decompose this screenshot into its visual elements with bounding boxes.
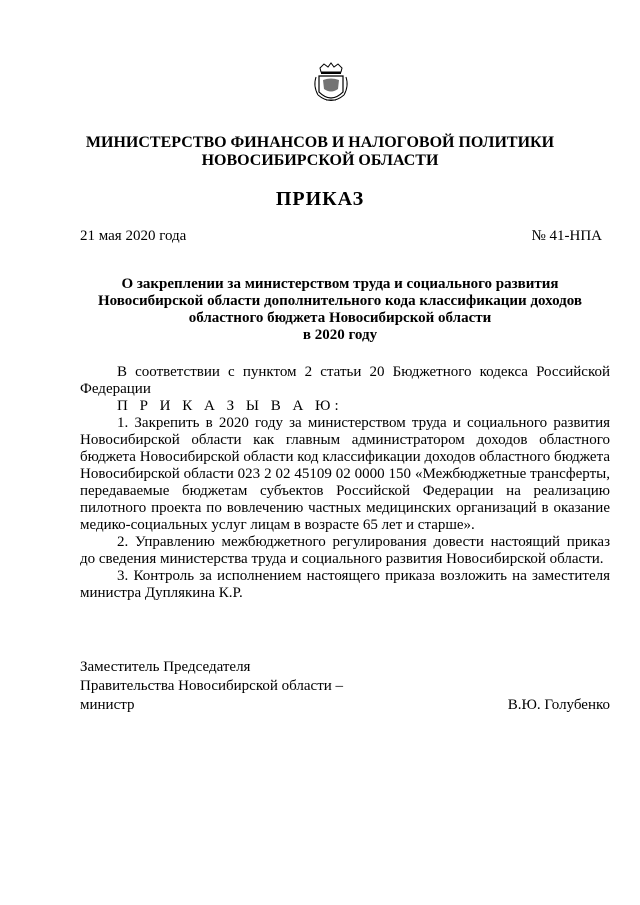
subject-line3: областного бюджета Новосибирской области xyxy=(188,310,492,326)
order-word: П Р И К А З Ы В А Ю: xyxy=(117,398,343,414)
order-item-1: 1. Закрепить в 2020 году за министерством труда и социального развития Новосибирской области как главным администратором доходов областного бюджета Новосибирской области код классификации доходов областного бюджета Новосибирской области 023 2 02 45109 02 0000 150 «Межбюджетные трансферты, передаваемые бюджетам субъектов Российской Федерации на реализацию пилотного проекта по вовлечению частных медицинских организаций в оказание медико-социальных услуг лицам в возрасте 65 лет и старше». xyxy=(80,415,610,533)
signatory-title-line3: министр xyxy=(80,697,135,713)
signatory-title-line1: Заместитель Председателя xyxy=(80,659,251,675)
subject-line4: в 2020 году xyxy=(302,327,378,343)
order-item-2: 2. Управлению межбюджетного регулирования довести настоящий приказ до сведения министерства труда и социального развития Новосибирской области. xyxy=(80,534,610,567)
subject-line1: О закреплении за министерством труда и социального развития xyxy=(121,276,559,292)
order-item-3: 3. Контроль за исполнением настоящего приказа возложить на заместителя министра Дуплякина К.Р. xyxy=(80,568,610,601)
document-number: № 41-НПА xyxy=(531,228,602,244)
novosibirsk-coat-of-arms-icon xyxy=(312,62,350,106)
document-type-title: ПРИКАЗ xyxy=(275,188,365,210)
preamble-paragraph: В соответствии с пунктом 2 статьи 20 Бюджетного кодекса Российской Федерации xyxy=(80,364,610,397)
signatory-title-line2: Правительства Новосибирской области – xyxy=(80,678,344,694)
document-body xyxy=(80,364,610,602)
ministry-name xyxy=(60,134,580,170)
ministry-name-line1: МИНИСТЕРСТВО ФИНАНСОВ И НАЛОГОВОЙ ПОЛИТИКИ xyxy=(85,134,555,151)
signatory-name: В.Ю. Голубенко xyxy=(507,697,610,713)
signature-line xyxy=(80,696,610,715)
ministry-name-line2: НОВОСИБИРСКОЙ ОБЛАСТИ xyxy=(201,152,439,169)
document-date: 21 мая 2020 года xyxy=(80,228,187,244)
document-subject xyxy=(70,276,610,344)
signature-block xyxy=(80,658,610,715)
subject-line2: Новосибирской области дополнительного кода классификации доходов xyxy=(98,293,582,309)
